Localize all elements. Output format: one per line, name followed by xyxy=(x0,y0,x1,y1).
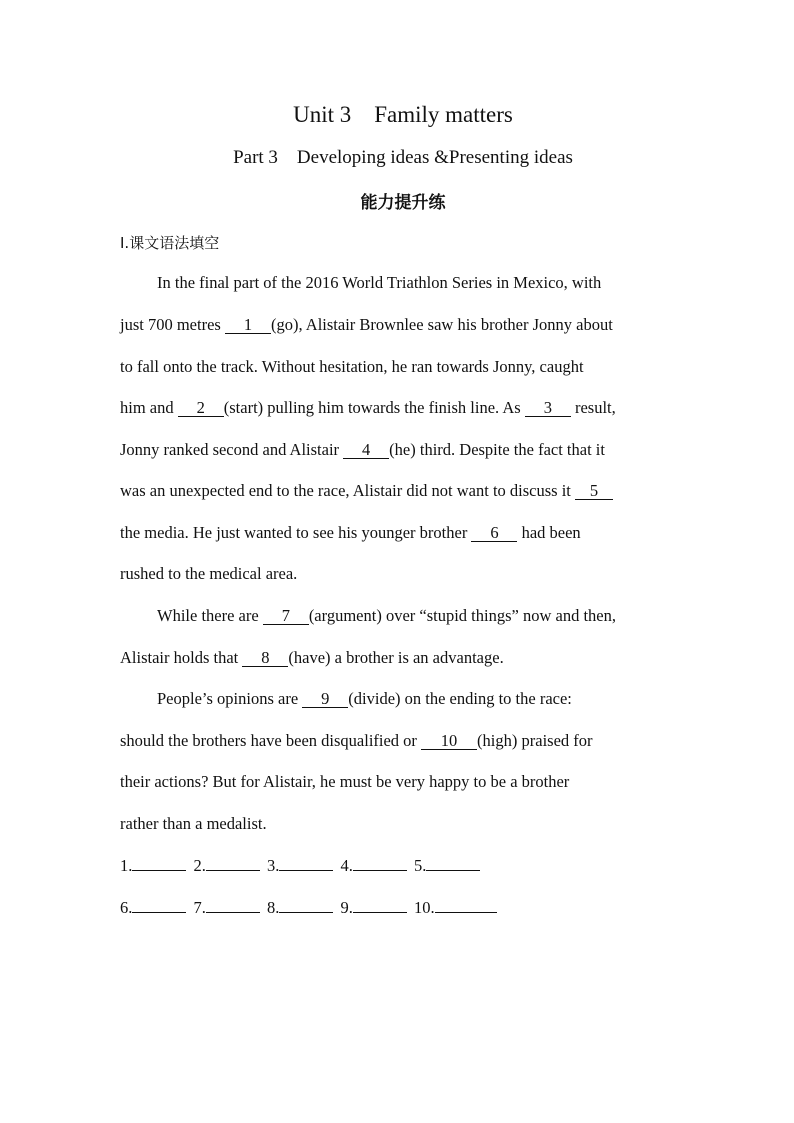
passage-text: result, xyxy=(570,398,616,417)
passage-line xyxy=(120,481,680,501)
answer-label: 3. xyxy=(267,856,280,875)
answer-label: 5. xyxy=(414,856,427,875)
page-subtitle: Part 3 Developing ideas &Presenting ideas xyxy=(233,147,573,168)
blank-8[interactable]: 8 xyxy=(242,649,288,667)
passage-text: (high) praised for xyxy=(477,731,593,750)
blank-5[interactable]: 5 xyxy=(575,482,613,500)
passage-text: him and xyxy=(120,398,178,417)
blank-7[interactable]: 7 xyxy=(263,607,309,625)
passage-text: their actions? But for Alistair, he must be very happy to be a brother xyxy=(120,772,570,791)
passage-text: had been xyxy=(517,523,581,542)
passage-text: (go), Alistair Brownlee saw his brother Jonny about xyxy=(270,315,613,334)
passage-text: In the final part of the 2016 World Triathlon Series in Mexico, with xyxy=(157,273,602,292)
passage-text: Jonny ranked second and Alistair xyxy=(120,440,344,459)
blank-6[interactable]: 6 xyxy=(471,524,517,542)
passage-text: should the brothers have been disqualified or xyxy=(120,731,422,750)
passage-line xyxy=(157,273,675,293)
answer-slot-3[interactable] xyxy=(279,856,333,871)
passage-line xyxy=(120,648,680,668)
passage-line xyxy=(120,398,680,418)
passage-text: (divide) on the ending to the race: xyxy=(348,689,572,708)
answer-label: 2. xyxy=(193,856,206,875)
answer-label: 4. xyxy=(340,856,353,875)
passage-line xyxy=(120,357,680,377)
passage-line xyxy=(120,440,680,460)
answer-slot-6[interactable] xyxy=(132,898,186,913)
passage-text: rushed to the medical area. xyxy=(120,564,298,583)
answer-label: 7. xyxy=(193,898,206,917)
blank-3[interactable]: 3 xyxy=(525,399,571,417)
passage-text: the media. He just wanted to see his younger brother xyxy=(120,523,472,542)
level-heading: 能力提升练 xyxy=(360,193,446,213)
passage-text: was an unexpected end to the race, Alistair did not want to discuss it xyxy=(120,481,576,500)
answer-slot-8[interactable] xyxy=(279,898,333,913)
blank-10[interactable]: 10 xyxy=(421,732,477,750)
answer-slot-10[interactable] xyxy=(435,898,497,913)
answer-label: 1. xyxy=(120,856,133,875)
passage-line xyxy=(120,772,680,792)
passage-line xyxy=(120,814,680,834)
answer-row-1 xyxy=(120,856,483,876)
passage-text: (have) a brother is an advantage. xyxy=(288,648,504,667)
page-title: Unit 3 Family matters xyxy=(293,102,513,127)
passage-line xyxy=(157,689,675,709)
passage-text: Alistair holds that xyxy=(120,648,243,667)
blank-4[interactable]: 4 xyxy=(343,441,389,459)
passage-text: (start) pulling him towards the finish line. As xyxy=(223,398,525,417)
answer-label: 10. xyxy=(414,898,435,917)
answer-slot-5[interactable] xyxy=(426,856,480,871)
answer-slot-7[interactable] xyxy=(206,898,260,913)
blank-2[interactable]: 2 xyxy=(178,399,224,417)
answer-label: 8. xyxy=(267,898,280,917)
passage-text: People’s opinions are xyxy=(157,689,303,708)
passage-text: (argument) over “stupid things” now and then, xyxy=(308,606,616,625)
passage-line xyxy=(120,523,680,543)
passage-text: While there are xyxy=(157,606,263,625)
section-heading: Ⅰ.课文语法填空 xyxy=(120,234,220,252)
passage-line xyxy=(157,606,675,626)
passage-line xyxy=(120,315,680,335)
answer-slot-4[interactable] xyxy=(353,856,407,871)
blank-1[interactable]: 1 xyxy=(225,316,271,334)
answer-slot-9[interactable] xyxy=(353,898,407,913)
passage-line xyxy=(120,731,680,751)
passage-text: (he) third. Despite the fact that it xyxy=(389,440,605,459)
answer-slot-1[interactable] xyxy=(132,856,186,871)
passage-line xyxy=(120,564,680,584)
answer-row-2 xyxy=(120,898,500,918)
passage-text: to fall onto the track. Without hesitation, he ran towards Jonny, caught xyxy=(120,357,584,376)
answer-label: 9. xyxy=(340,898,353,917)
passage-text: just 700 metres xyxy=(120,315,225,334)
passage-text: rather than a medalist. xyxy=(120,814,267,833)
answer-slot-2[interactable] xyxy=(206,856,260,871)
blank-9[interactable]: 9 xyxy=(302,690,348,708)
answer-label: 6. xyxy=(120,898,133,917)
